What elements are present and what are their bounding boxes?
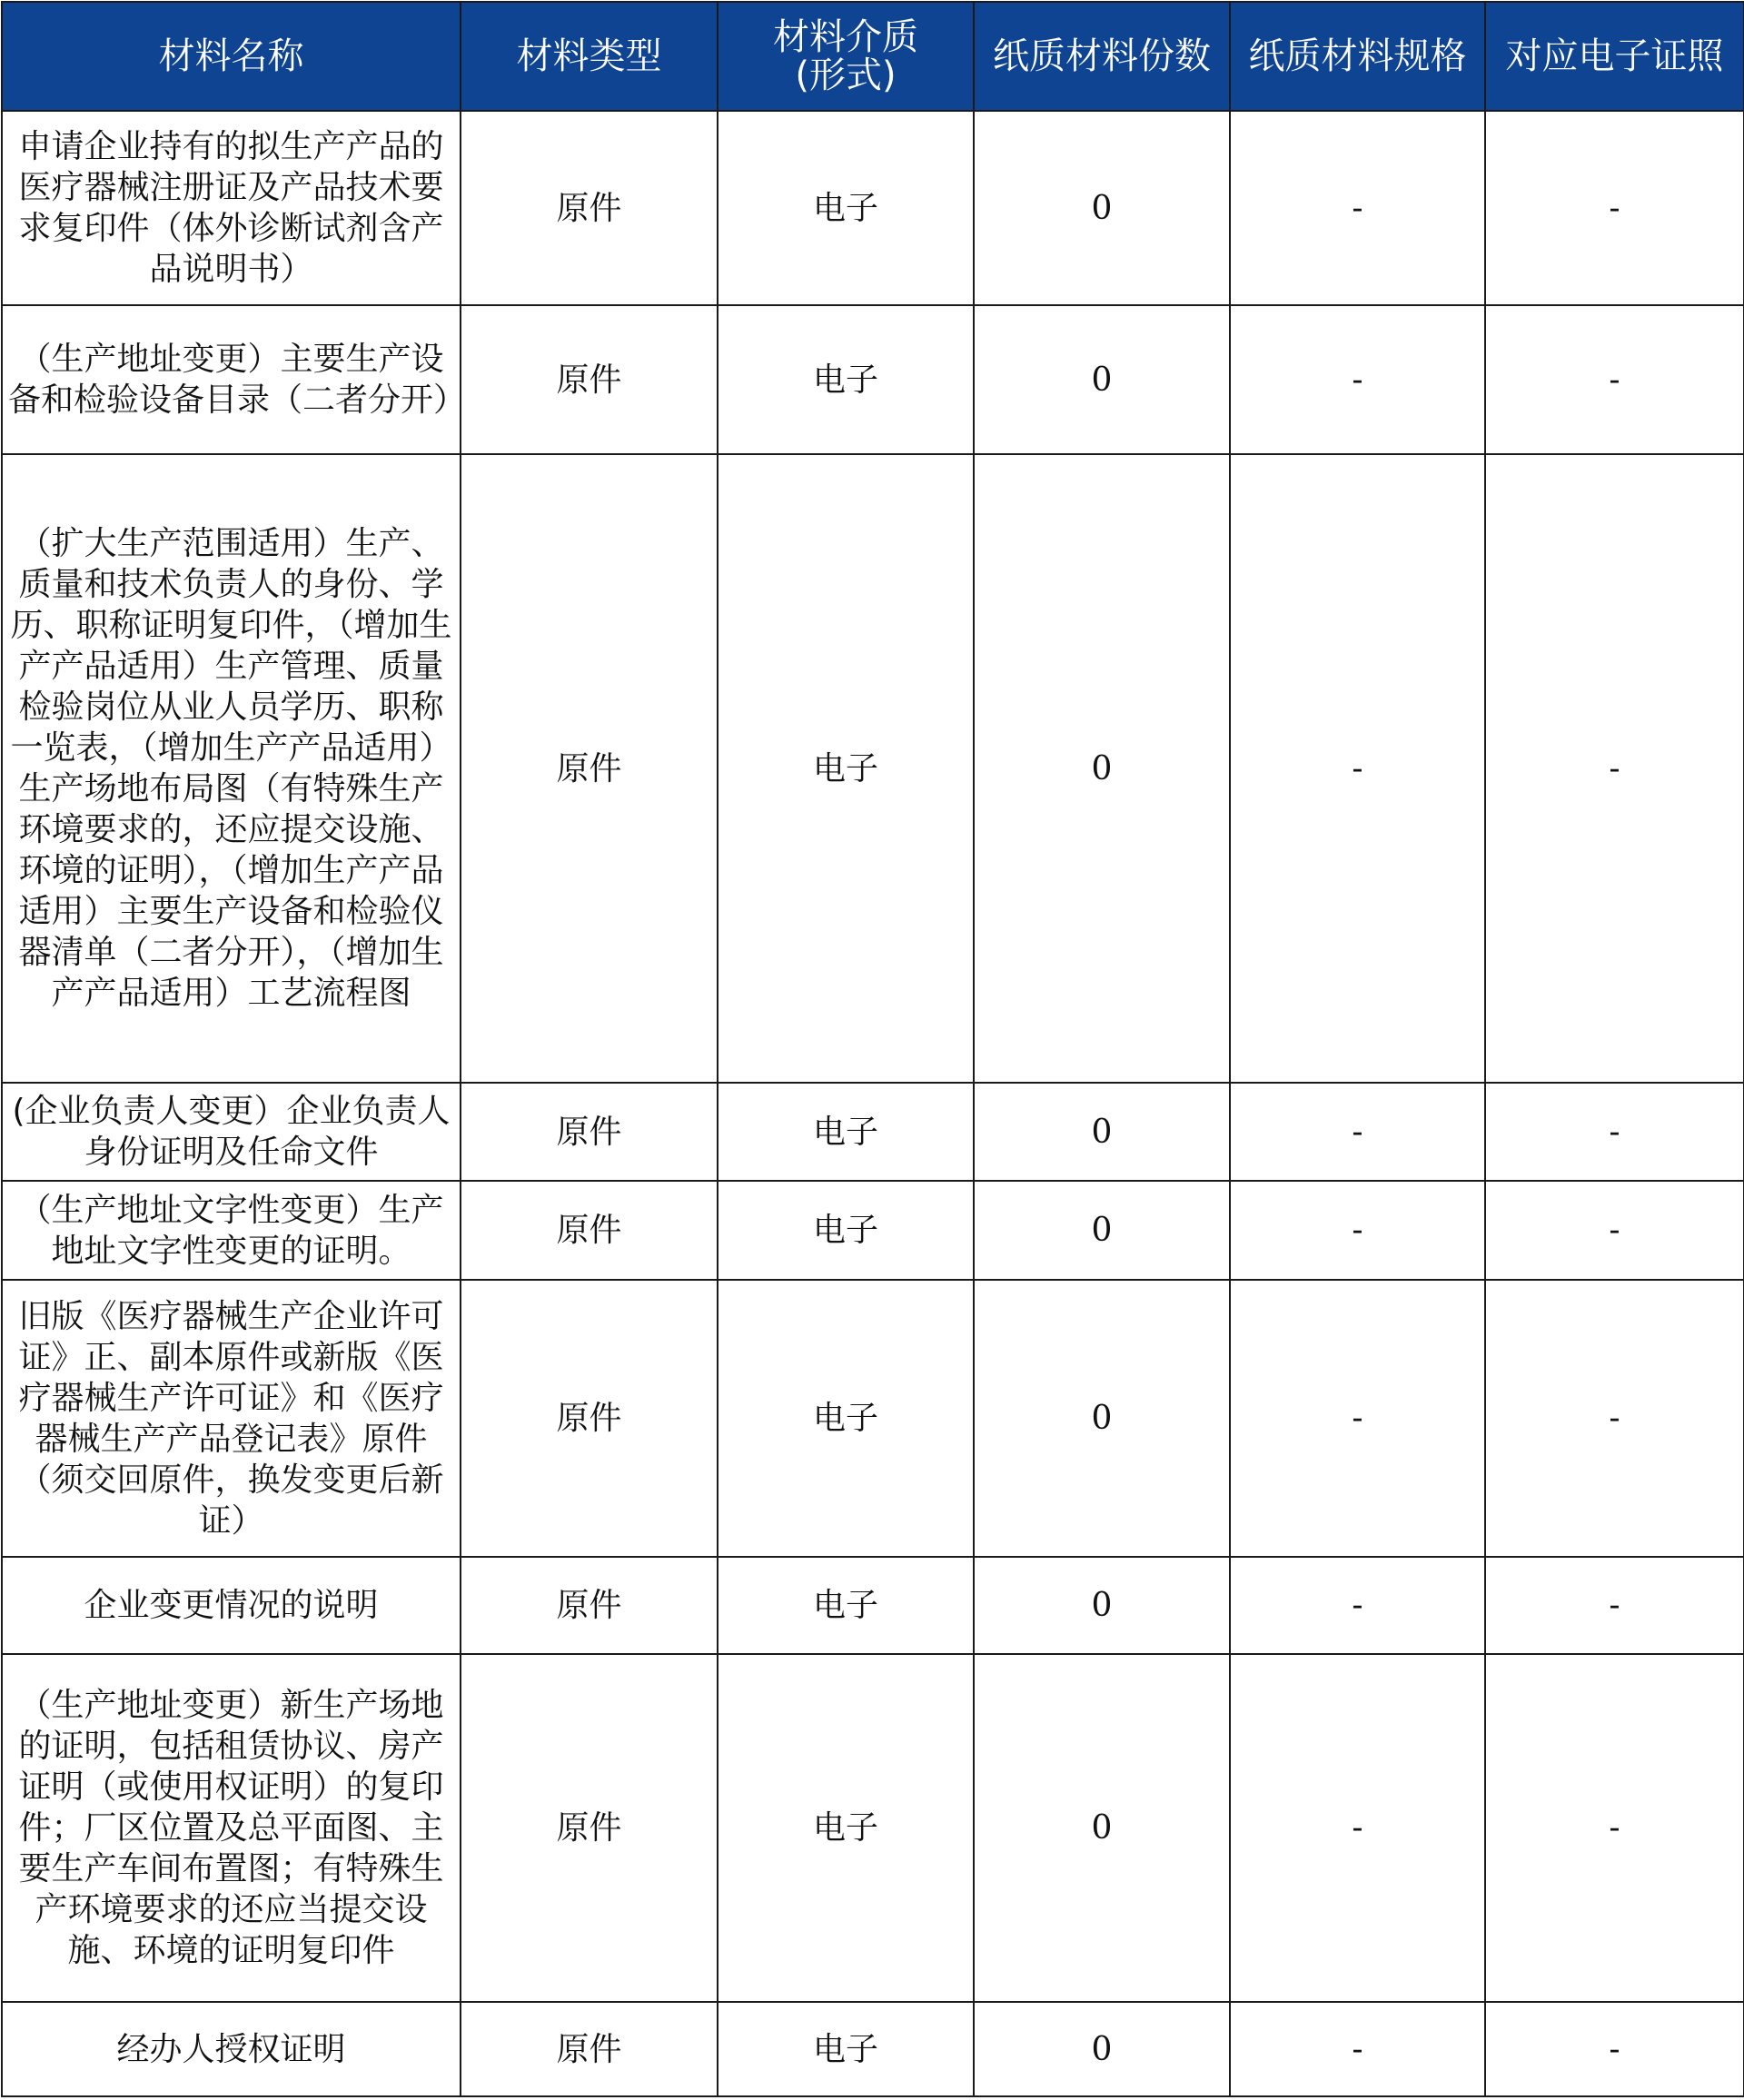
material-medium-cell: 电子 <box>718 1083 974 1181</box>
material-name-cell: (企业负责人变更）企业负责人身份证明及任命文件 <box>2 1083 461 1181</box>
table-row <box>2 111 1744 305</box>
header-paper-copies: 纸质材料份数 <box>974 2 1230 111</box>
header-material-type: 材料类型 <box>461 2 718 111</box>
material-medium-cell: 电子 <box>718 1557 974 1654</box>
paper-spec-cell: - <box>1230 1654 1485 2002</box>
header-row <box>2 2 1744 111</box>
header-material-medium: 材料介质 (形式) <box>718 2 974 111</box>
paper-spec-cell: - <box>1230 2002 1485 2096</box>
paper-copies-cell: 0 <box>974 1083 1230 1181</box>
paper-copies-cell: 0 <box>974 454 1230 1083</box>
paper-copies-cell: 0 <box>974 2002 1230 2096</box>
table-row <box>2 1083 1744 1181</box>
table-body <box>2 111 1744 2096</box>
material-type-cell: 原件 <box>461 305 718 454</box>
material-type-cell: 原件 <box>461 1557 718 1654</box>
materials-table <box>1 1 1744 2097</box>
electronic-license-cell: - <box>1485 1654 1744 2002</box>
paper-copies-cell: 0 <box>974 1654 1230 2002</box>
paper-copies-cell: 0 <box>974 1557 1230 1654</box>
table-row <box>2 1181 1744 1280</box>
material-type-cell: 原件 <box>461 1654 718 2002</box>
electronic-license-cell: - <box>1485 1280 1744 1557</box>
electronic-license-cell: - <box>1485 1083 1744 1181</box>
material-medium-cell: 电子 <box>718 454 974 1083</box>
material-name-cell: 企业变更情况的说明 <box>2 1557 461 1654</box>
paper-spec-cell: - <box>1230 1181 1485 1280</box>
paper-spec-cell: - <box>1230 1280 1485 1557</box>
paper-spec-cell: - <box>1230 305 1485 454</box>
table-row <box>2 454 1744 1083</box>
material-type-cell: 原件 <box>461 2002 718 2096</box>
material-medium-cell: 电子 <box>718 1654 974 2002</box>
electronic-license-cell: - <box>1485 2002 1744 2096</box>
material-name-cell: 申请企业持有的拟生产产品的医疗器械注册证及产品技术要求复印件（体外诊断试剂含产品说明书） <box>2 111 461 305</box>
material-name-cell: 旧版《医疗器械生产企业许可证》正、副本原件或新版《医疗器械生产许可证》和《医疗器械生产产品登记表》原件（须交回原件，换发变更后新证） <box>2 1280 461 1557</box>
electronic-license-cell: - <box>1485 454 1744 1083</box>
header-paper-spec: 纸质材料规格 <box>1230 2 1485 111</box>
paper-copies-cell: 0 <box>974 111 1230 305</box>
material-type-cell: 原件 <box>461 1083 718 1181</box>
paper-copies-cell: 0 <box>974 1280 1230 1557</box>
material-type-cell: 原件 <box>461 1280 718 1557</box>
material-name-cell: （生产地址变更）新生产场地的证明，包括租赁协议、房产证明（或使用权证明）的复印件；厂区位置及总平面图、主要生产车间布置图；有特殊生产环境要求的还应当提交设施、环境的证明复印件 <box>2 1654 461 2002</box>
electronic-license-cell: - <box>1485 111 1744 305</box>
material-name-cell: 经办人授权证明 <box>2 2002 461 2096</box>
table-row <box>2 2002 1744 2096</box>
electronic-license-cell: - <box>1485 1181 1744 1280</box>
material-name-cell: （生产地址变更）主要生产设备和检验设备目录（二者分开） <box>2 305 461 454</box>
material-medium-cell: 电子 <box>718 111 974 305</box>
paper-spec-cell: - <box>1230 111 1485 305</box>
material-medium-cell: 电子 <box>718 305 974 454</box>
table-row <box>2 1557 1744 1654</box>
material-medium-cell: 电子 <box>718 1181 974 1280</box>
material-type-cell: 原件 <box>461 111 718 305</box>
header-material-name: 材料名称 <box>2 2 461 111</box>
material-name-cell: （生产地址文字性变更）生产地址文字性变更的证明。 <box>2 1181 461 1280</box>
header-electronic-license: 对应电子证照 <box>1485 2 1744 111</box>
paper-spec-cell: - <box>1230 1557 1485 1654</box>
paper-copies-cell: 0 <box>974 305 1230 454</box>
electronic-license-cell: - <box>1485 1557 1744 1654</box>
material-type-cell: 原件 <box>461 454 718 1083</box>
paper-spec-cell: - <box>1230 454 1485 1083</box>
table-row <box>2 1280 1744 1557</box>
table-row <box>2 305 1744 454</box>
material-name-cell: （扩大生产范围适用）生产、质量和技术负责人的身份、学历、职称证明复印件，（增加生产产品适用）生产管理、质量检验岗位从业人员学历、职称一览表，（增加生产产品适用）生产场地布局图（有特殊生产环境要求的，还应提交设施、环境的证明），（增加生产产品适用）主要生产设备和检验仪器清单（二者分开），（增加生产产品适用）工艺流程图 <box>2 454 461 1083</box>
material-medium-cell: 电子 <box>718 1280 974 1557</box>
material-medium-cell: 电子 <box>718 2002 974 2096</box>
paper-spec-cell: - <box>1230 1083 1485 1181</box>
paper-copies-cell: 0 <box>974 1181 1230 1280</box>
table-row <box>2 1654 1744 2002</box>
electronic-license-cell: - <box>1485 305 1744 454</box>
material-type-cell: 原件 <box>461 1181 718 1280</box>
table-header <box>2 2 1744 111</box>
